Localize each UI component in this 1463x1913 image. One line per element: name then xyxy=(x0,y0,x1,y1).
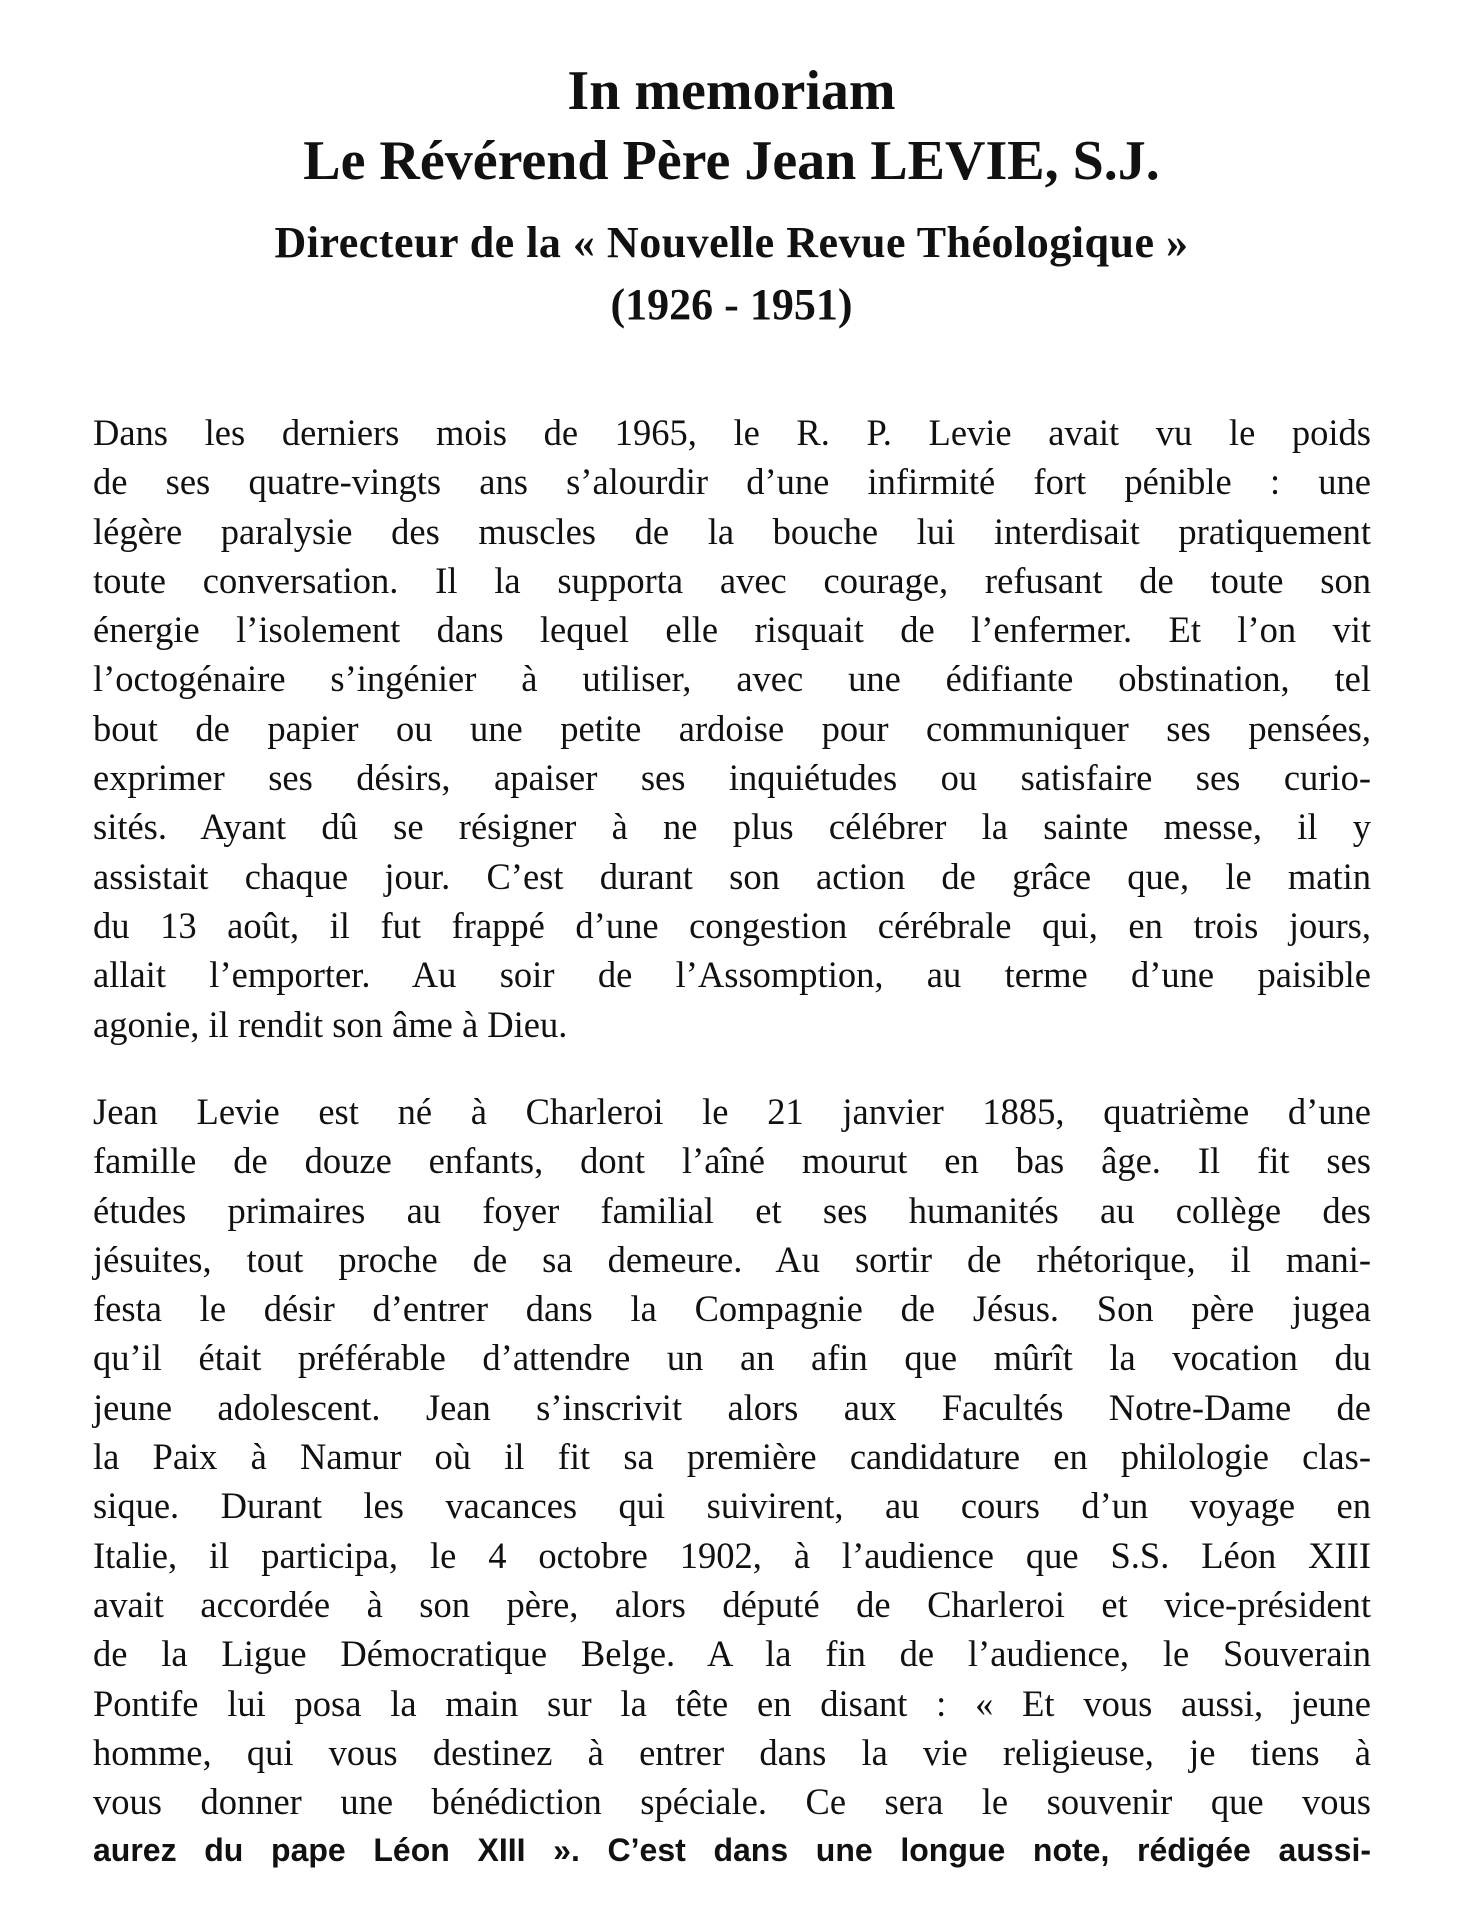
text-line: vous donner une bénédiction spéciale. Ce sera le souvenir que vous xyxy=(93,1781,1371,1823)
paragraph-2 xyxy=(93,1087,1371,1876)
text-line: bout de papier ou une petite ardoise pour communiquer ses pensées, xyxy=(93,707,1371,749)
text-line: Jean Levie est né à Charleroi le 21 janvier 1885, quatrième d’une xyxy=(93,1091,1371,1132)
years-subtitle: (1926 - 1951) xyxy=(610,280,853,329)
text-line: Italie, il participa, le 4 octobre 1902, à l’audience que S.S. Léon XIII xyxy=(93,1534,1371,1576)
text-line: assistait chaque jour. C’est durant son action de grâce que, le matin xyxy=(93,855,1371,897)
person-name-heading: Le Révérend Père Jean LEVIE, S.J. xyxy=(303,130,1160,192)
text-line: études primaires au foyer familial et ses humanités au collège des xyxy=(93,1189,1371,1231)
memoriam-heading: In memoriam xyxy=(567,60,896,122)
paragraph-1 xyxy=(93,408,1371,1049)
text-line: Dans les derniers mois de 1965, le R. P. Levie avait vu le poids xyxy=(93,412,1371,453)
text-line: sités. Ayant dû se résigner à ne plus célébrer la sainte messe, il y xyxy=(93,806,1371,848)
director-subtitle: Directeur de la « Nouvelle Revue Théologique » xyxy=(274,218,1189,267)
text-line: légère paralysie des muscles de la bouche lui interdisait pratiquement xyxy=(93,510,1371,552)
text-line: qu’il était préférable d’attendre un an afin que mûrît la vocation du xyxy=(93,1337,1371,1379)
text-line: sique. Durant les vacances qui suivirent, au cours d’un voyage en xyxy=(93,1485,1371,1527)
text-line: allait l’emporter. Au soir de l’Assomption, au terme d’une paisible xyxy=(93,954,1371,996)
text-line: exprimer ses désirs, apaiser ses inquiétudes ou satisfaire ses curio- xyxy=(93,757,1371,799)
text-line: festa le désir d’entrer dans la Compagnie de Jésus. Son père jugea xyxy=(93,1288,1371,1330)
text-line: jésuites, tout proche de sa demeure. Au sortir de rhétorique, il mani- xyxy=(93,1238,1371,1280)
text-line: Pontife lui posa la main sur la tête en disant : « Et vous aussi, jeune xyxy=(93,1682,1371,1724)
text-line: aurez du pape Léon XIII ». C’est dans une longue note, rédigée aussi- xyxy=(93,1832,1371,1869)
text-line: énergie l’isolement dans lequel elle risquait de l’enfermer. Et l’on vit xyxy=(93,609,1371,651)
text-line: homme, qui vous destinez à entrer dans la vie religieuse, je tiens à xyxy=(93,1731,1371,1773)
text-line: la Paix à Namur où il fit sa première candidature en philologie clas- xyxy=(93,1436,1371,1478)
text-line: toute conversation. Il la supporta avec courage, refusant de toute son xyxy=(93,559,1371,601)
text-line: de la Ligue Démocratique Belge. A la fin de l’audience, le Souverain xyxy=(93,1633,1371,1675)
text-line: avait accordée à son père, alors député de Charleroi et vice-président xyxy=(93,1583,1371,1625)
text-line: du 13 août, il fut frappé d’une congestion cérébrale qui, en trois jours, xyxy=(93,904,1371,946)
text-line: jeune adolescent. Jean s’inscrivit alors aux Facultés Notre-Dame de xyxy=(93,1386,1371,1428)
text-line: de ses quatre-vingts ans s’alourdir d’une infirmité fort pénible : une xyxy=(93,461,1371,503)
text-line: famille de douze enfants, dont l’aîné mourut en bas âge. Il fit ses xyxy=(93,1140,1371,1182)
text-line: l’octogénaire s’ingénier à utiliser, avec une édifiante obstination, tel xyxy=(93,658,1371,700)
text-line: agonie, il rendit son âme à Dieu. xyxy=(93,1003,568,1045)
